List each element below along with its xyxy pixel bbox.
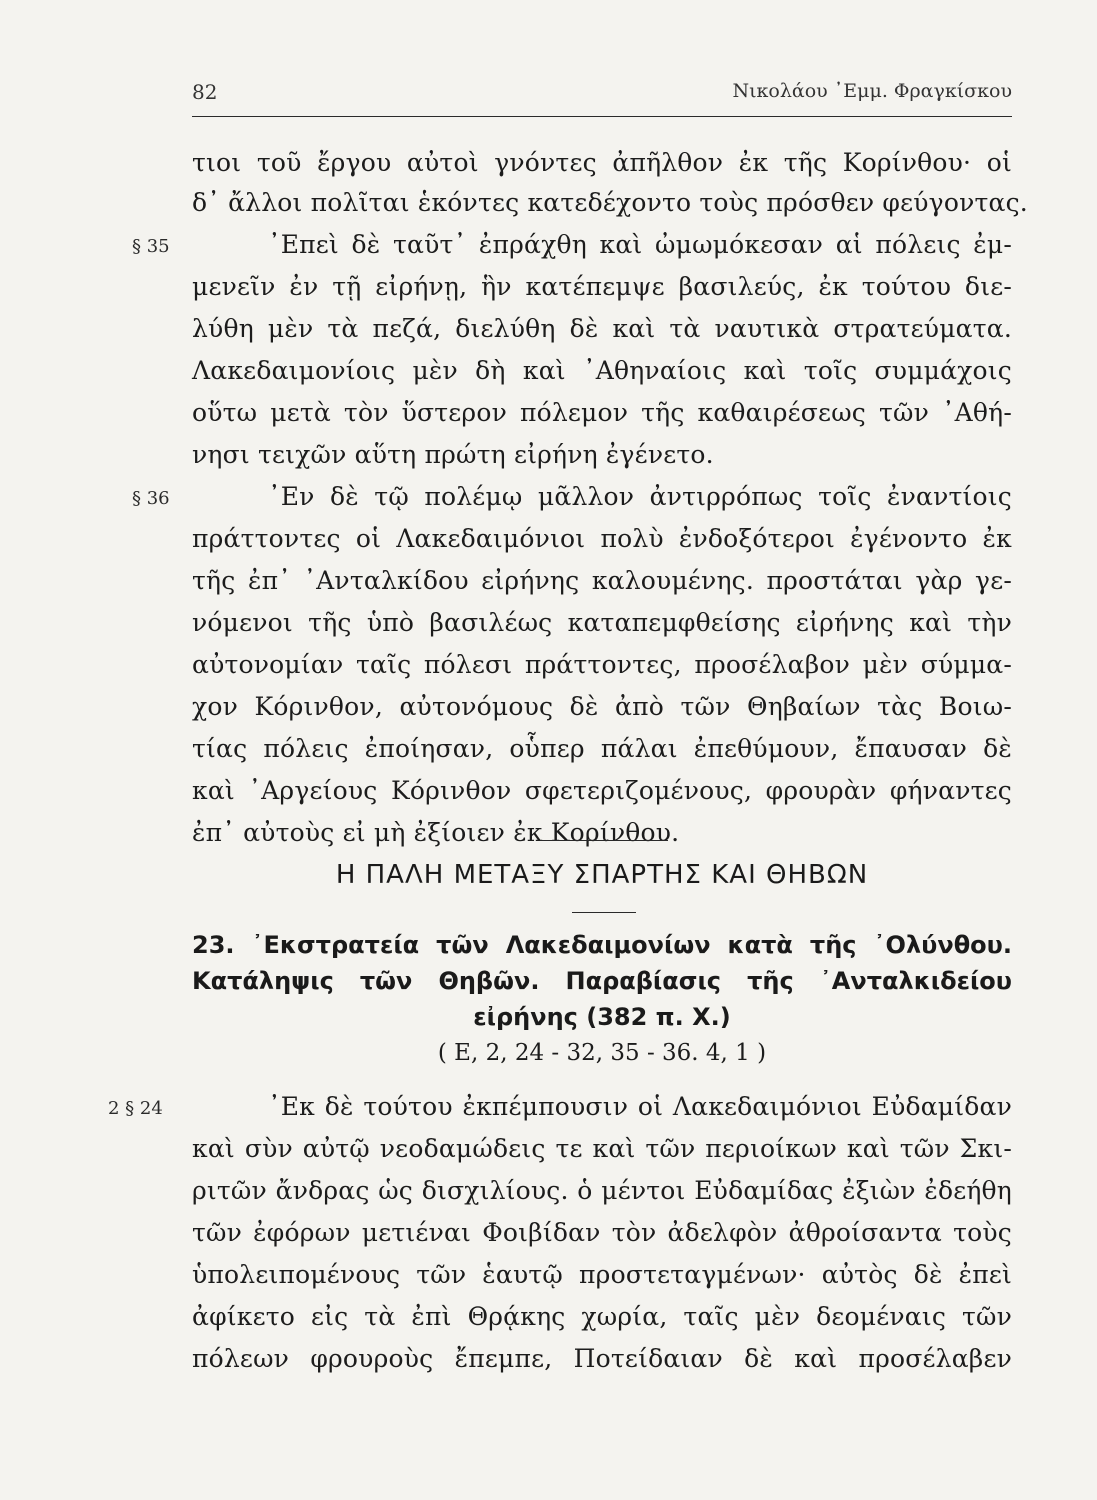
page-header	[192, 76, 1012, 117]
running-head: Νικολάου ᾿Εμμ. Φραγκίσκου	[732, 80, 1012, 102]
text-line: λύθη μὲν τὰ πεζά, διελύθη δὲ καὶ τὰ ναυτικὰ στρατεύματα.	[192, 314, 1012, 343]
text-line: δ᾿ ἄλλοι πολῖται ἑκόντες κατεδέχοντο τοὺς πρόσθεν φεύγοντας.	[192, 188, 1028, 217]
chapter-title-line: εἰρήνης (382 π. Χ.)	[473, 1003, 731, 1031]
section-marker-36: § 36	[132, 488, 170, 509]
text-line: Λακεδαιμονίοις μὲν δὴ καὶ ᾿Αθηναίοις καὶ τοῖς συμμάχοις	[192, 356, 1012, 385]
section-heading: Η ΠΑΛΗ ΜΕΤΑΞΥ ΣΠΑΡΤΗΣ ΚΑΙ ΘΗΒΩΝ	[335, 860, 869, 890]
section-marker-35: § 35	[132, 236, 170, 257]
text-line: χον Κόρινθον, αὐτονόμους δὲ ἀπὸ τῶν Θηβαίων τὰς Βοιω-	[192, 692, 1012, 721]
text-line: τῶν ἐφόρων μετιέναι Φοιβίδαν τὸν ἀδελφὸν ἀθροίσαντα τοὺς	[192, 1218, 1012, 1247]
text-line: ᾿Επεὶ δὲ ταῦτ᾿ ἐπράχθη καὶ ὠμωμόκεσαν αἱ πόλεις ἐμ-	[268, 230, 1012, 259]
chapter-title-line: 23. ᾿Εκστρατεία τῶν Λακεδαιμονίων κατὰ τῆς ᾿Ολύνθου.	[192, 931, 1012, 959]
text-line: καὶ ᾿Αργείους Κόρινθον σφετεριζομένους, φρουρὰν φήναντες	[192, 776, 1012, 805]
text-line: ᾿Εκ δὲ τούτου ἐκπέμπουσιν οἱ Λακεδαιμόνιοι Εὐδαμίδαν	[268, 1092, 1012, 1121]
text-line: τίας πόλεις ἐποίησαν, οὗπερ πάλαι ἐπεθύμουν, ἔπαυσαν δὲ	[192, 734, 1012, 763]
text-line: πράττοντες οἱ Λακεδαιμόνιοι πολὺ ἐνδοξότεροι ἐγένοντο ἐκ	[192, 524, 1012, 553]
text-line: τιοι τοῦ ἔργου αὐτοὶ γνόντες ἀπῆλθον ἐκ τῆς Κορίνθου· οἱ	[192, 148, 1012, 177]
text-line: ἐπ᾿ αὐτοὺς εἰ μὴ ἐξίοιεν ἐκ Κορίνθου.	[192, 818, 680, 847]
section-marker-24: 2 § 24	[108, 1098, 163, 1119]
text-line: οὕτω μετὰ τὸν ὕστερον πόλεμον τῆς καθαιρέσεως τῶν ᾿Αθή-	[192, 398, 1012, 427]
text-line: ᾿Εν δὲ τῷ πολέμῳ μᾶλλον ἀντιρρόπως τοῖς ἐναντίοις	[268, 482, 1012, 511]
text-line: ὑπολειπομένους τῶν ἑαυτῷ προστεταγμένων· αὐτὸς δὲ ἐπεὶ	[192, 1260, 1012, 1289]
text-line: νησι τειχῶν αὕτη πρώτη εἰρήνη ἐγένετο.	[192, 440, 714, 469]
text-line: μενεῖν ἐν τῇ εἰρήνῃ, ἣν κατέπεμψε βασιλεύς, ἐκ τούτου διε-	[192, 272, 1012, 301]
text-line: ἀφίκετο εἰς τὰ ἐπὶ Θρᾴκης χωρία, ταῖς μὲν δεομέναις τῶν	[192, 1302, 1012, 1331]
text-line: τῆς ἐπ᾿ ᾿Ανταλκίδου εἰρήνης καλουμένης. προστάται γὰρ γε-	[192, 566, 1012, 595]
heading-rule-bottom	[572, 912, 636, 913]
text-line: καὶ σὺν αὐτῷ νεοδαμώδεις τε καὶ τῶν περιοίκων καὶ τῶν Σκι-	[192, 1134, 1012, 1163]
heading-rule-top	[540, 840, 668, 841]
text-line: πόλεων φρουροὺς ἔπεμπε, Ποτείδαιαν δὲ καὶ προσέλαβεν	[192, 1344, 1012, 1373]
source-reference: ( Ε, 2, 24 - 32, 35 - 36. 4, 1 )	[437, 1040, 767, 1066]
text-line: ριτῶν ἄνδρας ὡς δισχιλίους. ὁ μέντοι Εὐδαμίδας ἐξιὼν ἐδεήθη	[192, 1176, 1012, 1205]
text-line: αὐτονομίαν ταῖς πόλεσι πράττοντες, προσέλαβον μὲν σύμμα-	[192, 650, 1012, 679]
chapter-title-line: Κατάληψις τῶν Θηβῶν. Παραβίασις τῆς ᾿Ανταλκιδείου	[192, 967, 1012, 995]
text-line: νόμενοι τῆς ὑπὸ βασιλέως καταπεμφθείσης εἰρήνης καὶ τὴν	[192, 608, 1012, 637]
page-number: 82	[192, 80, 218, 104]
